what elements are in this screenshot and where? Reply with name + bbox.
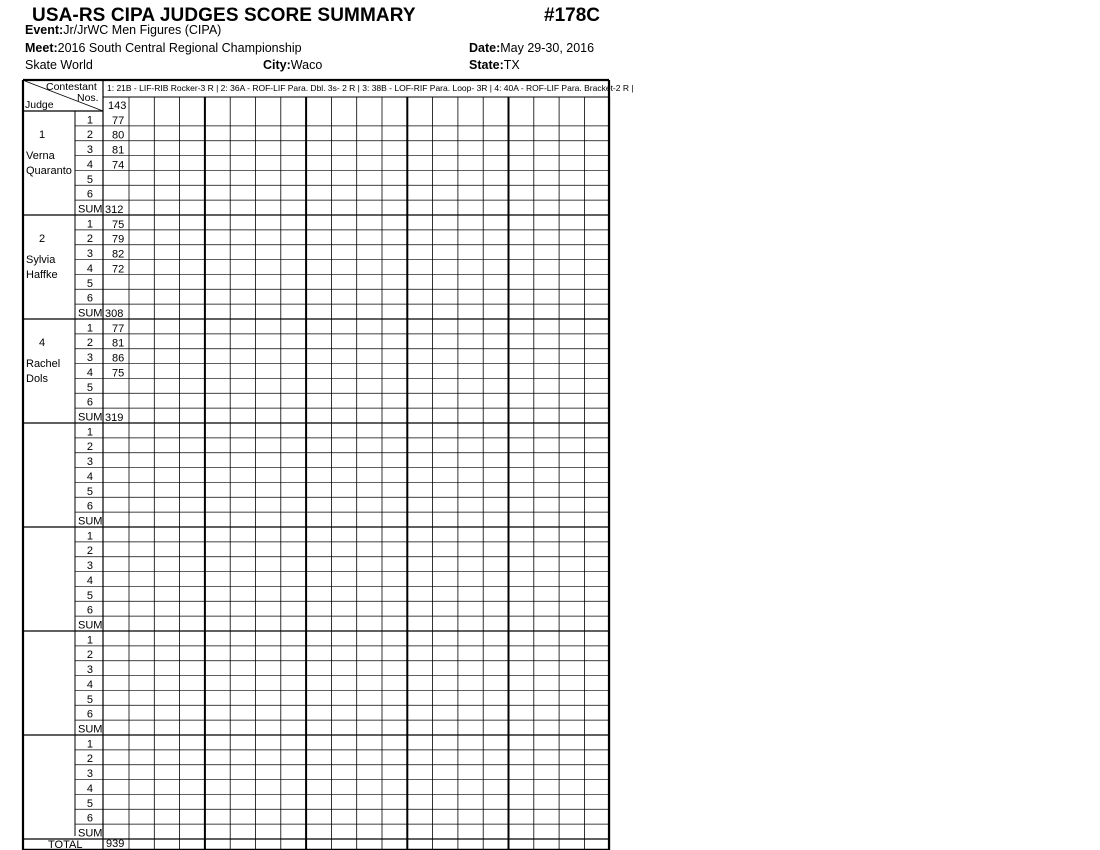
figures-header: 1: 21B - LIF-RIB Rocker-3 R | 2: 36A - ROF-LIF Para. Dbl. 3s- 2 R | 3: 38B - LOF-RIF Para. Loop- 3R | 4: 40A - ROF-LIF Para. Bracket-2 R | [107, 83, 634, 93]
meet-label: Meet: [25, 41, 58, 55]
city-label: City: [263, 58, 291, 72]
row-number: 1 [86, 530, 93, 543]
judge-number: 1 [38, 129, 46, 141]
state-value: TX [503, 58, 520, 72]
form-number: #178C [544, 5, 600, 26]
row-number: 2 [86, 545, 93, 558]
row-number: 1 [86, 426, 93, 439]
row-number: 6 [86, 396, 93, 409]
sum-label: SUM [78, 723, 103, 736]
row-number: 4 [86, 574, 93, 587]
row-number: 2 [86, 233, 93, 246]
row-number: 3 [86, 248, 93, 261]
row-number: 1 [86, 218, 93, 231]
row-number: 2 [86, 441, 93, 454]
sum-label: SUM [78, 203, 103, 216]
row-number: 2 [86, 129, 93, 142]
sum-value: 319 [105, 412, 124, 424]
row-number: 4 [86, 366, 93, 379]
score-value: 86 [112, 352, 125, 365]
row-number: 1 [86, 114, 93, 127]
row-number: 3 [86, 560, 93, 573]
row-number: 1 [86, 322, 93, 335]
judge-number: 2 [38, 233, 46, 245]
total-label: TOTAL [48, 839, 83, 850]
sum-label: SUM [78, 411, 103, 424]
judge-first-name: Sylvia [26, 254, 56, 266]
row-number: 4 [86, 470, 93, 483]
judge-last-name: Quaranto [26, 165, 72, 177]
row-number: 6 [86, 812, 93, 825]
score-value: 75 [112, 218, 125, 231]
score-value: 82 [112, 248, 125, 261]
row-number: 2 [86, 753, 93, 766]
judge-number: 4 [38, 337, 46, 349]
contestant-number: 143 [108, 100, 127, 112]
contestant-label: Contestant [46, 81, 97, 93]
row-number: 1 [86, 738, 93, 751]
judge-label: Judge [25, 99, 54, 111]
sum-value: 312 [105, 204, 124, 216]
nos-label: Nos. [77, 92, 99, 104]
score-value: 79 [112, 233, 125, 246]
score-value: 75 [112, 367, 125, 380]
row-number: 4 [86, 678, 93, 691]
row-number: 1 [86, 634, 93, 647]
row-number: 6 [86, 292, 93, 305]
sum-label: SUM [78, 827, 103, 840]
score-value: 81 [112, 337, 125, 350]
row-number: 3 [86, 768, 93, 781]
judge-last-name: Dols [26, 373, 49, 385]
score-value: 77 [112, 322, 125, 335]
row-number: 3 [86, 144, 93, 157]
row-number: 4 [86, 782, 93, 795]
total-value: 939 [106, 838, 125, 850]
score-value: 80 [112, 129, 125, 142]
date-label: Date: [469, 41, 501, 55]
row-number: 5 [86, 381, 93, 394]
judge-last-name: Haffke [26, 269, 58, 281]
sum-label: SUM [78, 515, 103, 528]
row-number: 3 [86, 456, 93, 469]
venue: Skate World [25, 58, 93, 72]
date-value: May 29-30, 2016 [500, 41, 595, 55]
page-title: USA-RS CIPA JUDGES SCORE SUMMARY [32, 5, 416, 26]
row-number: 3 [86, 352, 93, 365]
row-number: 6 [86, 604, 93, 617]
sum-value: 308 [105, 308, 124, 320]
state-label: State: [469, 58, 504, 72]
row-number: 6 [86, 500, 93, 513]
row-number: 2 [86, 337, 93, 350]
event-label: Event: [25, 23, 64, 37]
meet-value: 2016 South Central Regional Championship [57, 41, 302, 55]
judge-first-name: Rachel [26, 358, 61, 370]
row-number: 6 [86, 708, 93, 721]
city-value: Waco [290, 58, 323, 72]
row-number: 5 [86, 693, 93, 706]
score-value: 81 [112, 144, 125, 157]
row-number: 5 [86, 797, 93, 810]
row-number: 4 [86, 158, 93, 171]
judge-first-name: Verna [26, 150, 55, 162]
sum-label: SUM [78, 619, 103, 632]
row-number: 5 [86, 277, 93, 290]
score-value: 72 [112, 263, 125, 276]
event-value: Jr/JrWC Men Figures (CIPA) [63, 23, 222, 37]
row-number: 3 [86, 664, 93, 677]
score-value: 74 [112, 159, 125, 172]
row-number: 4 [86, 262, 93, 275]
sum-label: SUM [78, 307, 103, 320]
row-number: 6 [86, 188, 93, 201]
score-value: 77 [112, 114, 125, 127]
row-number: 5 [86, 485, 93, 498]
row-number: 5 [86, 173, 93, 186]
row-number: 5 [86, 589, 93, 602]
row-number: 2 [86, 649, 93, 662]
